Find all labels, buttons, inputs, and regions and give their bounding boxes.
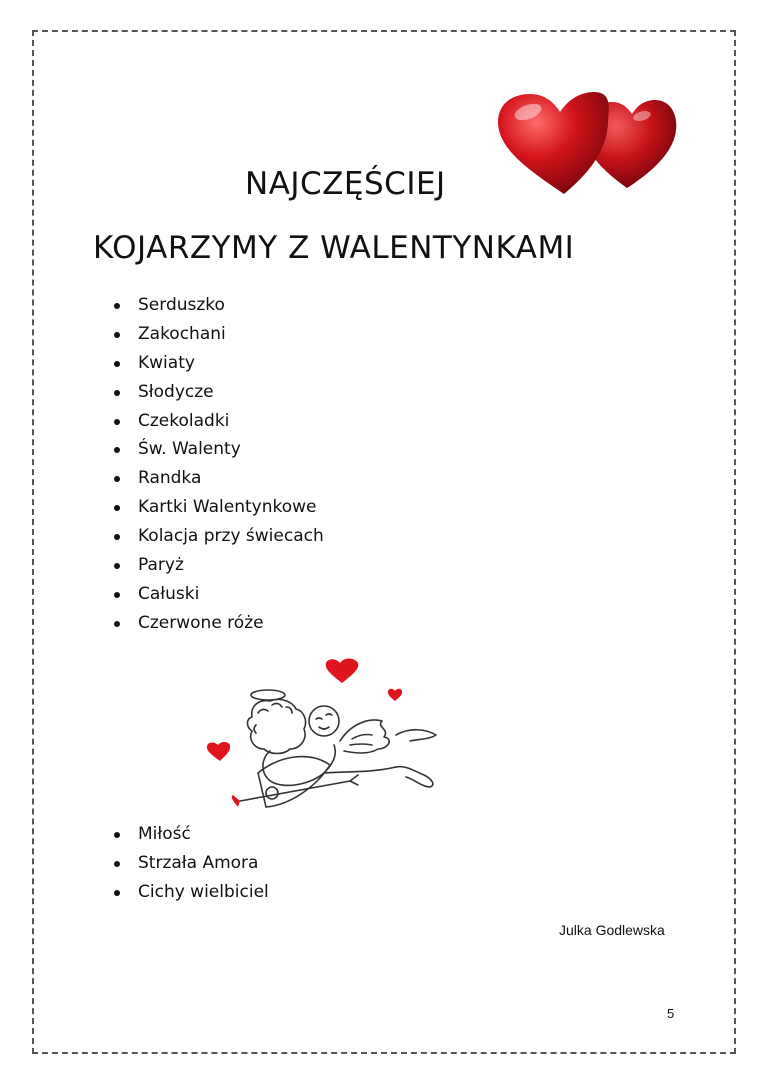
list-item: Paryż — [110, 551, 324, 580]
cupid-icon — [200, 655, 460, 840]
list-item: Kartki Walentynkowe — [110, 493, 324, 522]
list-item: Strzała Amora — [110, 849, 269, 878]
list-item: Randka — [110, 464, 324, 493]
list-item: Zakochani — [110, 320, 324, 349]
associations-list-continued — [110, 820, 269, 907]
page-title-line-2: KOJARZYMY Z WALENTYNKAMI — [93, 230, 575, 266]
list-item: Czerwone róże — [110, 609, 324, 638]
associations-list — [110, 291, 324, 638]
list-item: Całuski — [110, 580, 324, 609]
list-item: Cichy wielbiciel — [110, 878, 269, 907]
page-title-line-1: NAJCZĘŚCIEJ — [245, 166, 446, 202]
list-item: Kolacja przy świecach — [110, 522, 324, 551]
list-item: Serduszko — [110, 291, 324, 320]
list-item: Czekoladki — [110, 407, 324, 436]
two-hearts-icon — [492, 90, 682, 200]
list-item: Kwiaty — [110, 349, 324, 378]
list-item: Miłość — [110, 820, 269, 849]
list-item: Św. Walenty — [110, 435, 324, 464]
list-item: Słodycze — [110, 378, 324, 407]
author-name: Julka Godlewska — [559, 922, 665, 938]
page-number: 5 — [667, 1006, 675, 1021]
